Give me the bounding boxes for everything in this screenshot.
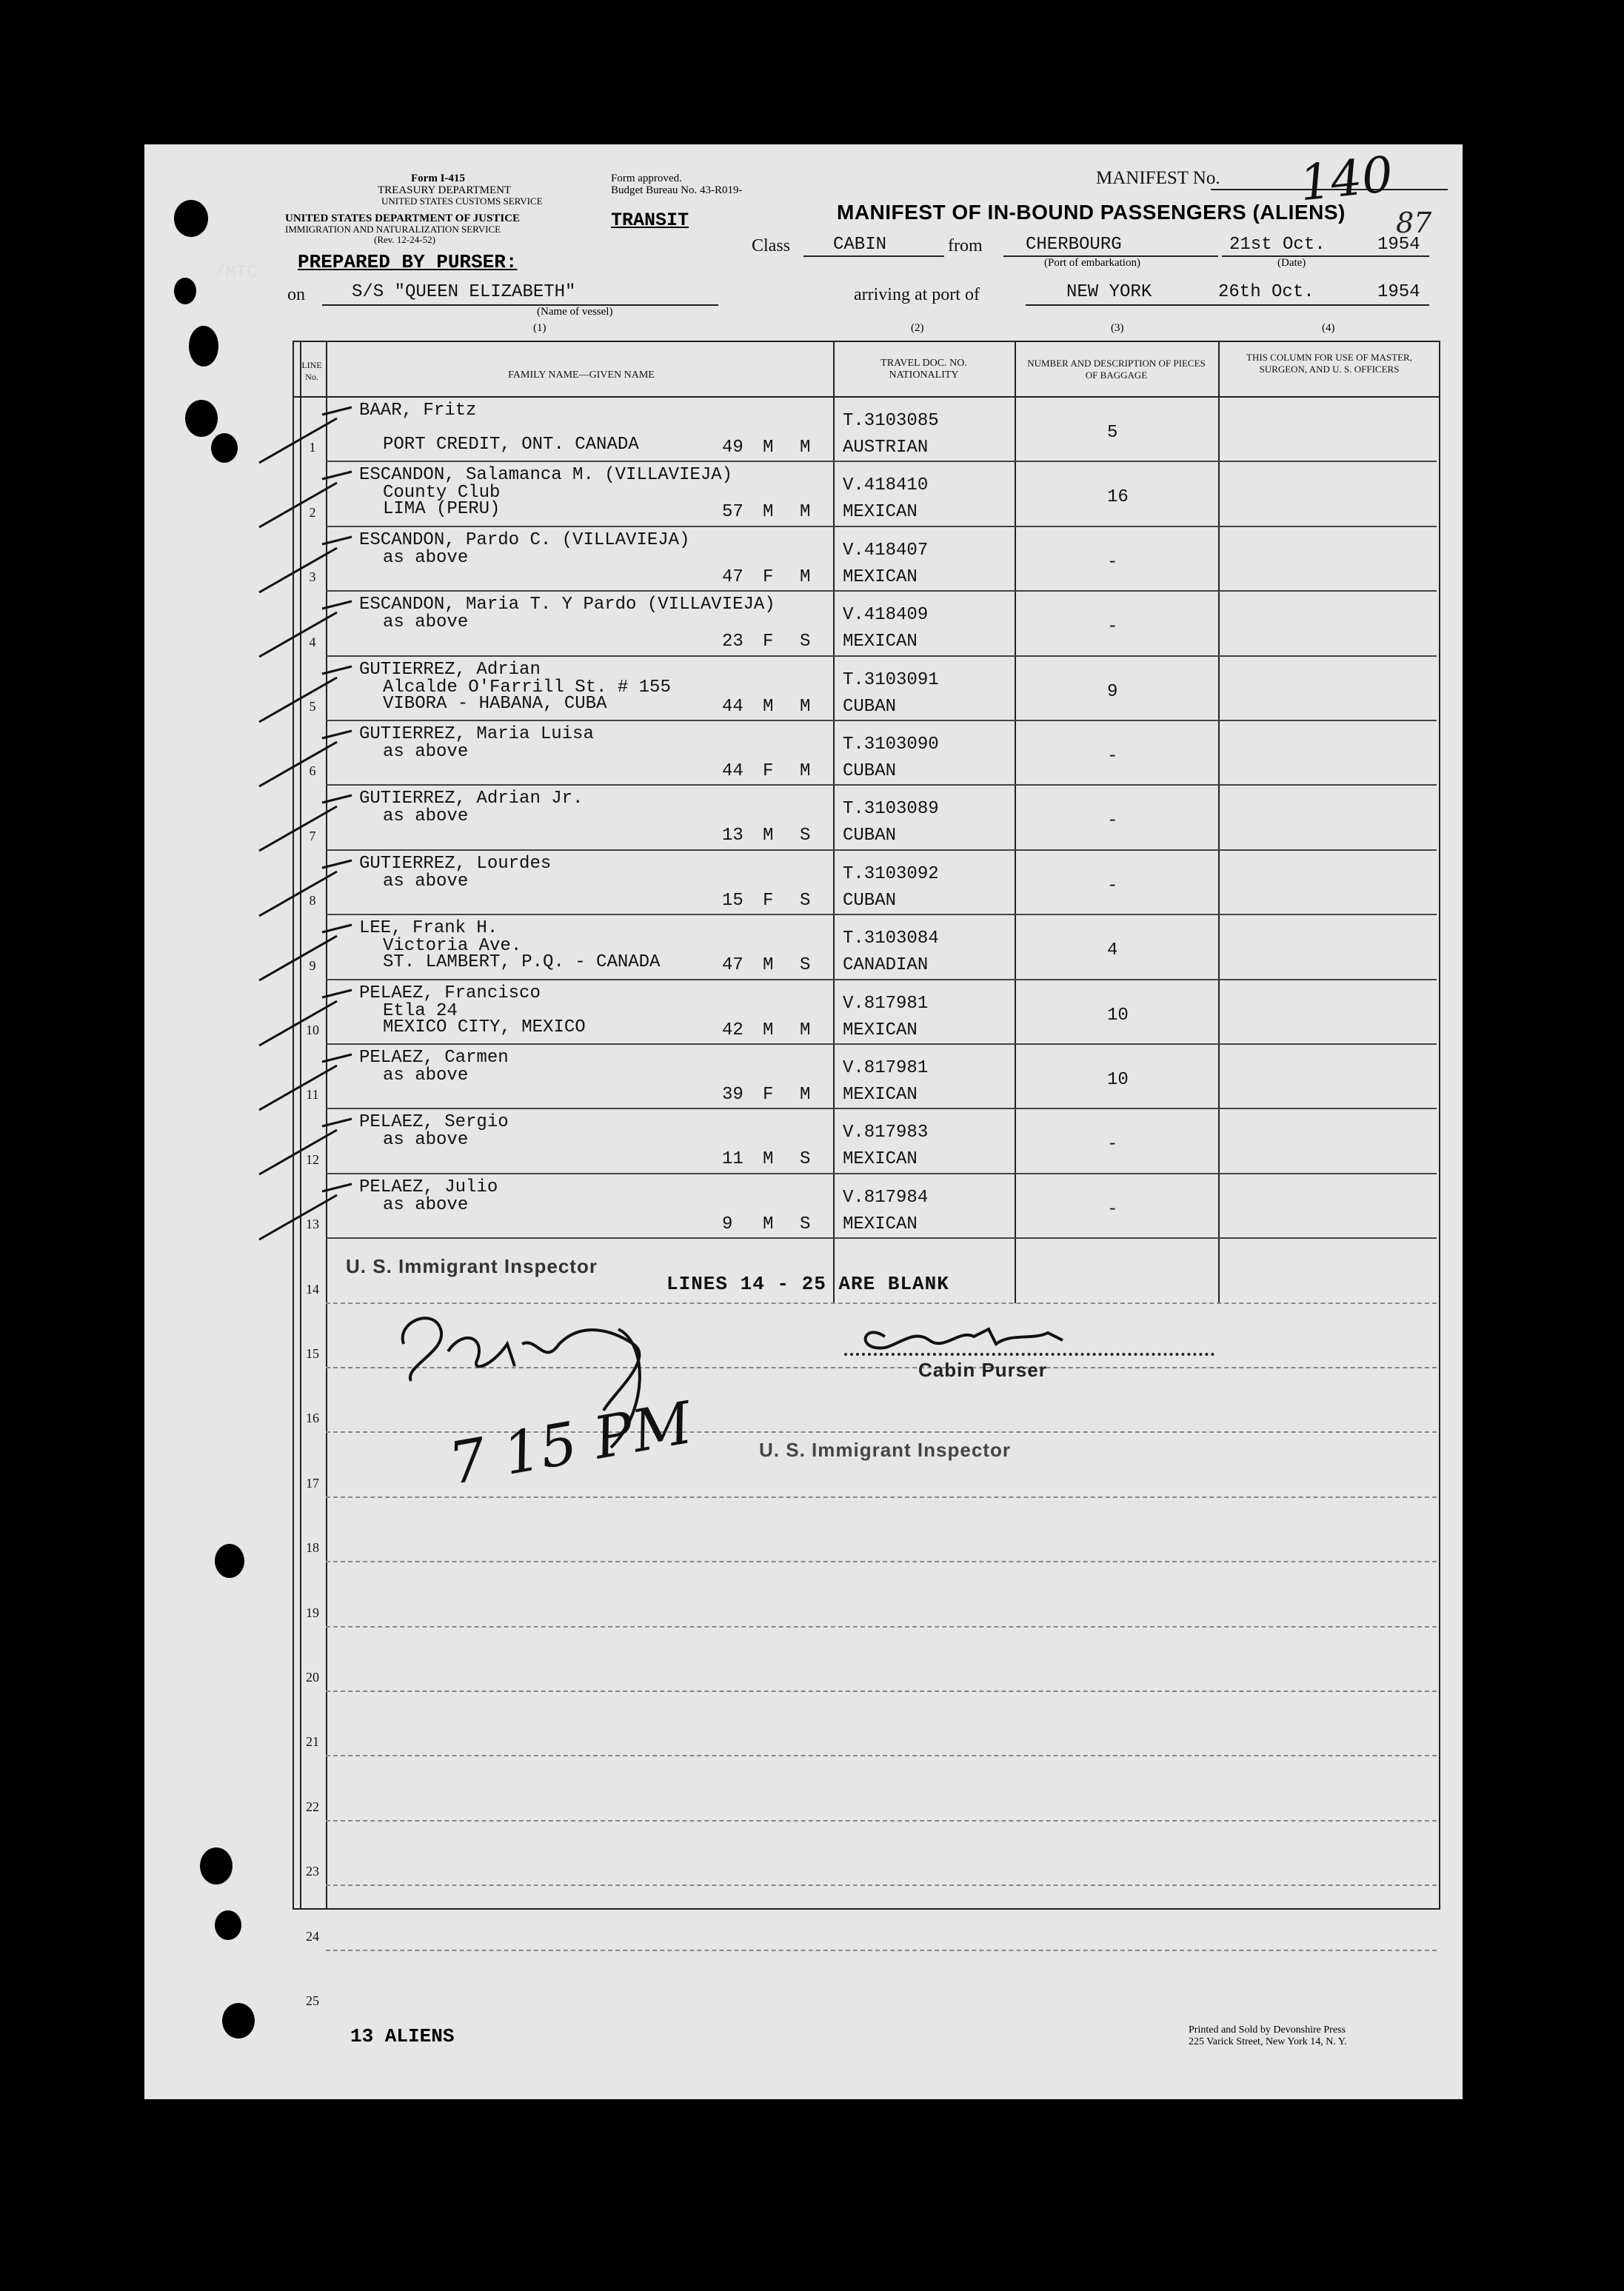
manifest-number-handwritten: 140 (1297, 145, 1396, 213)
mtc-mark: /MTC (215, 263, 258, 283)
from-value: CHERBOURG (1026, 235, 1122, 255)
row-divider (326, 1043, 1437, 1045)
line-number: 18 (306, 1540, 319, 1556)
on-label: on (287, 285, 305, 304)
line-number: 23 (306, 1864, 319, 1879)
line-number: 15 (306, 1346, 319, 1361)
line-number: 25 (306, 1993, 319, 2008)
row-divider (326, 1690, 1437, 1692)
travel-doc-number: T.3103092 (843, 863, 939, 884)
baggage-count: - (1107, 746, 1118, 766)
check-mark (255, 598, 374, 664)
row-divider (326, 849, 1437, 851)
baggage-count: 4 (1107, 940, 1118, 961)
passenger-address-2: VIBORA - HABANA, CUBA (383, 693, 607, 714)
passenger-age: 42 (722, 1020, 744, 1040)
nationality: MEXICAN (843, 566, 918, 587)
passenger-marital-status: M (800, 761, 811, 781)
passenger-name: PELAEZ, Julio (359, 1177, 498, 1197)
date-underline (1222, 255, 1429, 257)
table-col-divider-3 (1218, 341, 1220, 1303)
line-number: 24 (306, 1928, 319, 1944)
check-mark (255, 404, 374, 470)
vessel-name: S/S "QUEEN ELIZABETH" (352, 282, 576, 302)
passenger-marital-status: S (800, 890, 811, 911)
manifest-title: MANIFEST OF IN-BOUND PASSENGERS (ALIENS) (837, 201, 1346, 224)
port-underline (1026, 304, 1226, 306)
dept-immigration: IMMIGRATION AND NATURALIZATION SERVICE (285, 224, 501, 235)
passenger-sex: M (763, 955, 774, 976)
row-divider (326, 1820, 1437, 1822)
passenger-sex: F (763, 1085, 774, 1105)
passenger-sex: M (763, 1149, 774, 1170)
passenger-sex: F (763, 890, 774, 911)
passenger-address-1: Alcalde O'Farrill St. # 155 (383, 677, 671, 698)
form-number: Form I-415 (411, 173, 465, 184)
row-divider (326, 914, 1437, 915)
passenger-address-1: as above (383, 1066, 469, 1086)
passenger-address-1: as above (383, 1194, 469, 1215)
check-mark (255, 1180, 374, 1247)
binder-hole (185, 400, 218, 437)
baggage-count: 5 (1107, 423, 1118, 443)
passenger-name: GUTIERREZ, Adrian (359, 659, 541, 680)
handwritten-time: 7 15 PM (444, 1389, 698, 1499)
prepared-by-purser: PREPARED BY PURSER: (298, 251, 518, 273)
passenger-name: PELAEZ, Carmen (359, 1048, 509, 1068)
departure-date: 21st Oct. (1229, 235, 1326, 255)
manifest-label: MANIFEST No. (1096, 168, 1220, 188)
budget-bureau: Budget Bureau No. 43-R019- (611, 184, 743, 196)
passenger-marital-status: M (800, 1020, 811, 1040)
travel-doc-number: V.817981 (843, 1058, 929, 1078)
row-divider (326, 526, 1437, 527)
col3-number: (3) (1111, 322, 1124, 334)
from-label: from (948, 236, 983, 255)
row-divider (326, 1950, 1437, 1951)
passenger-age: 47 (722, 955, 744, 976)
travel-doc-number: V.418407 (843, 540, 929, 561)
cabin-purser-label: Cabin Purser (918, 1359, 1047, 1381)
row-divider (326, 1237, 1437, 1239)
passenger-age: 9 (722, 1214, 733, 1234)
col-header-officers: THIS COLUMN FOR USE OF MASTER, SURGEON, AND U. S. OFFICERS (1246, 352, 1412, 375)
passenger-address-1: Victoria Ave. (383, 936, 522, 957)
transit-stamp: TRANSIT (611, 210, 689, 231)
col-header-line-no: LINE No. (301, 360, 322, 382)
row-divider (326, 720, 1437, 721)
passenger-name: PELAEZ, Sergio (359, 1112, 509, 1133)
inspector-stamp-1: U. S. Immigrant Inspector (346, 1255, 598, 1277)
nationality: MEXICAN (843, 502, 918, 523)
baggage-count: 10 (1107, 1070, 1129, 1090)
passenger-address-2: ST. LAMBERT, P.Q. - CANADA (383, 952, 661, 973)
nationality: AUSTRIAN (843, 438, 929, 458)
line-number: 1 (309, 440, 316, 455)
col-header-travel-doc: TRAVEL DOC. NO. NATIONALITY (880, 358, 967, 381)
row-divider (326, 1173, 1437, 1174)
row-divider (326, 655, 1437, 657)
manifest-page (144, 144, 1463, 2099)
passenger-age: 47 (722, 566, 744, 587)
passenger-age: 44 (722, 761, 744, 781)
passenger-name: LEE, Frank H. (359, 918, 498, 939)
passenger-sex: M (763, 696, 774, 717)
passenger-marital-status: S (800, 1149, 811, 1170)
passenger-marital-status: M (800, 696, 811, 717)
binder-hole (222, 2003, 255, 2039)
departure-year: 1954 (1377, 235, 1420, 255)
arrival-year: 1954 (1377, 282, 1420, 302)
passenger-address-1: as above (383, 612, 469, 633)
line-number: 20 (306, 1670, 319, 1685)
col2-number: (2) (911, 322, 924, 334)
line-number: 13 (306, 1217, 319, 1232)
nationality: MEXICAN (843, 1214, 918, 1234)
line-number: 21 (306, 1734, 319, 1750)
passenger-age: 15 (722, 890, 744, 911)
line-number: 11 (306, 1087, 319, 1103)
passenger-address-1: as above (383, 806, 469, 827)
class-label: Class (752, 236, 791, 255)
passenger-marital-status: M (800, 1085, 811, 1105)
dept-customs: UNITED STATES CUSTOMS SERVICE (381, 195, 543, 207)
passenger-sex: F (763, 761, 774, 781)
line-number: 12 (306, 1151, 319, 1167)
travel-doc-number: V.817983 (843, 1123, 929, 1143)
passenger-name: GUTIERREZ, Maria Luisa (359, 724, 594, 744)
baggage-count: - (1107, 617, 1118, 638)
baggage-count: - (1107, 1134, 1118, 1155)
passenger-age: 49 (722, 438, 744, 458)
passenger-address-1: Etla 24 (383, 1000, 458, 1021)
passenger-marital-status: M (800, 438, 811, 458)
form-revision: (Rev. 12-24-52) (374, 234, 435, 245)
passenger-marital-status: M (800, 566, 811, 587)
passenger-marital-status: M (800, 502, 811, 523)
baggage-count: - (1107, 1199, 1118, 1220)
row-divider (326, 1755, 1437, 1756)
row-divider (326, 979, 1437, 980)
travel-doc-number: T.3103089 (843, 799, 939, 820)
passenger-address-1: as above (383, 742, 469, 762)
binder-hole (174, 200, 208, 237)
nationality: MEXICAN (843, 1085, 918, 1105)
binder-hole (215, 1544, 244, 1578)
line-number: 8 (309, 893, 316, 909)
check-mark (255, 921, 374, 988)
printer-line-2: 225 Varick Street, New York 14, N. Y. (1189, 2036, 1347, 2047)
row-divider (326, 1561, 1437, 1562)
arrival-port: NEW YORK (1066, 282, 1152, 302)
row-divider (326, 1626, 1437, 1628)
passenger-sex: M (763, 826, 774, 846)
binder-hole (211, 433, 238, 463)
line-number: 17 (306, 1475, 319, 1491)
nationality: CUBAN (843, 761, 897, 781)
nationality: CANADIAN (843, 955, 929, 976)
passenger-address-1: County Club (383, 483, 501, 504)
line-number: 22 (306, 1799, 319, 1814)
passenger-name: ESCANDON, Maria T. Y Pardo (VILLAVIEJA) (359, 595, 775, 615)
passenger-sex: M (763, 438, 774, 458)
line-number: 6 (309, 763, 316, 779)
check-mark (255, 727, 374, 794)
baggage-count: 10 (1107, 1005, 1129, 1026)
travel-doc-number: V.418410 (843, 475, 929, 496)
dept-treasury: TREASURY DEPARTMENT (378, 184, 512, 196)
dept-justice: UNITED STATES DEPARTMENT OF JUSTICE (285, 213, 521, 224)
line-number: 9 (309, 957, 316, 973)
passenger-name: GUTIERREZ, Adrian Jr. (359, 789, 584, 809)
travel-doc-number: T.3103090 (843, 735, 939, 755)
passenger-sex: F (763, 566, 774, 587)
blank-lines-note: LINES 14 - 25 ARE BLANK (666, 1273, 949, 1295)
port-embark-caption: (Port of embarkation) (1044, 257, 1140, 269)
row-divider (326, 1884, 1437, 1886)
line-number: 19 (306, 1605, 319, 1620)
passenger-marital-status: S (800, 826, 811, 846)
binder-hole (200, 1847, 233, 1884)
class-value: CABIN (833, 235, 887, 255)
passenger-age: 13 (722, 826, 744, 846)
binder-hole (189, 326, 218, 367)
passenger-marital-status: S (800, 1214, 811, 1234)
travel-doc-number: T.3103084 (843, 929, 939, 949)
line-number: 16 (306, 1411, 319, 1426)
passenger-age: 11 (722, 1149, 744, 1170)
check-mark (255, 468, 374, 535)
line-number: 5 (309, 699, 316, 714)
passenger-age: 23 (722, 632, 744, 652)
check-mark (255, 792, 374, 858)
check-mark (255, 857, 374, 923)
row-divider (326, 1108, 1437, 1109)
passenger-address-2: MEXICO CITY, MEXICO (383, 1017, 586, 1037)
purser-signature (841, 1314, 1122, 1359)
passenger-address-2: PORT CREDIT, ONT. CANADA (383, 435, 639, 455)
row-divider (326, 784, 1437, 786)
row-divider (326, 461, 1437, 462)
nationality: CUBAN (843, 890, 897, 911)
passenger-marital-status: S (800, 632, 811, 652)
line-number: 14 (306, 1281, 319, 1297)
col1-number: (1) (533, 322, 547, 334)
line-number: 4 (309, 634, 316, 649)
page-number-handwritten: 87 (1396, 207, 1432, 239)
passenger-age: 57 (722, 502, 744, 523)
col-header-name: FAMILY NAME—GIVEN NAME (508, 369, 655, 381)
nationality: CUBAN (843, 696, 897, 717)
arrival-date: 26th Oct. (1218, 282, 1314, 302)
baggage-count: 9 (1107, 681, 1118, 702)
form-approved: Form approved. (611, 173, 682, 184)
baggage-count: - (1107, 552, 1118, 572)
baggage-count: - (1107, 811, 1118, 832)
header-divider (293, 396, 1439, 398)
passenger-sex: M (763, 502, 774, 523)
date-caption: (Date) (1277, 257, 1306, 269)
passenger-name: ESCANDON, Salamanca M. (VILLAVIEJA) (359, 465, 733, 486)
passenger-address-2: LIMA (PERU) (383, 499, 501, 520)
nationality: MEXICAN (843, 632, 918, 652)
passenger-age: 44 (722, 696, 744, 717)
check-mark (255, 986, 374, 1053)
vessel-caption: (Name of vessel) (537, 306, 613, 318)
purser-dotted-line (844, 1353, 1214, 1356)
inspector-stamp-2: U. S. Immigrant Inspector (759, 1439, 1011, 1461)
nationality: MEXICAN (843, 1149, 918, 1170)
passenger-address-1: as above (383, 547, 469, 568)
passenger-address-1: as above (383, 871, 469, 892)
arriving-label: arriving at port of (854, 285, 980, 304)
table-col-divider-1 (833, 341, 835, 1303)
passenger-name: PELAEZ, Francisco (359, 983, 541, 1003)
binder-hole (174, 278, 196, 304)
baggage-count: - (1107, 875, 1118, 896)
line-number: 3 (309, 569, 316, 585)
binder-hole (215, 1910, 241, 1940)
col4-number: (4) (1322, 322, 1335, 334)
row-divider (326, 590, 1437, 592)
line-number: 7 (309, 828, 316, 843)
travel-doc-number: V.817984 (843, 1187, 929, 1208)
col-header-baggage: NUMBER AND DESCRIPTION OF PIECES OF BAGGAGE (1027, 358, 1206, 381)
passenger-address-1: as above (383, 1130, 469, 1151)
check-mark (255, 533, 374, 600)
travel-doc-number: V.418409 (843, 605, 929, 626)
nationality: MEXICAN (843, 1020, 918, 1040)
nationality: CUBAN (843, 826, 897, 846)
travel-doc-number: T.3103091 (843, 669, 939, 690)
passenger-age: 39 (722, 1085, 744, 1105)
aliens-count: 13 ALIENS (350, 2025, 455, 2047)
line-number: 2 (309, 504, 316, 520)
arrival-date-underline (1226, 304, 1429, 306)
passenger-sex: M (763, 1214, 774, 1234)
travel-doc-number: V.817981 (843, 993, 929, 1014)
passenger-name: ESCANDON, Pardo C. (VILLAVIEJA) (359, 529, 690, 550)
table-col-divider-2 (1015, 341, 1016, 1303)
check-mark (255, 1051, 374, 1117)
printer-line-1: Printed and Sold by Devonshire Press (1189, 2024, 1346, 2036)
passenger-sex: F (763, 632, 774, 652)
passenger-sex: M (763, 1020, 774, 1040)
baggage-count: 16 (1107, 487, 1129, 508)
class-underline (803, 255, 944, 257)
check-mark (255, 1115, 374, 1182)
check-mark (255, 663, 374, 729)
travel-doc-number: T.3103085 (843, 411, 939, 431)
passenger-name: BAAR, Fritz (359, 401, 477, 421)
line-number: 10 (306, 1023, 319, 1037)
passenger-name: GUTIERREZ, Lourdes (359, 853, 552, 874)
passenger-marital-status: S (800, 955, 811, 976)
vessel-underline (322, 304, 718, 306)
